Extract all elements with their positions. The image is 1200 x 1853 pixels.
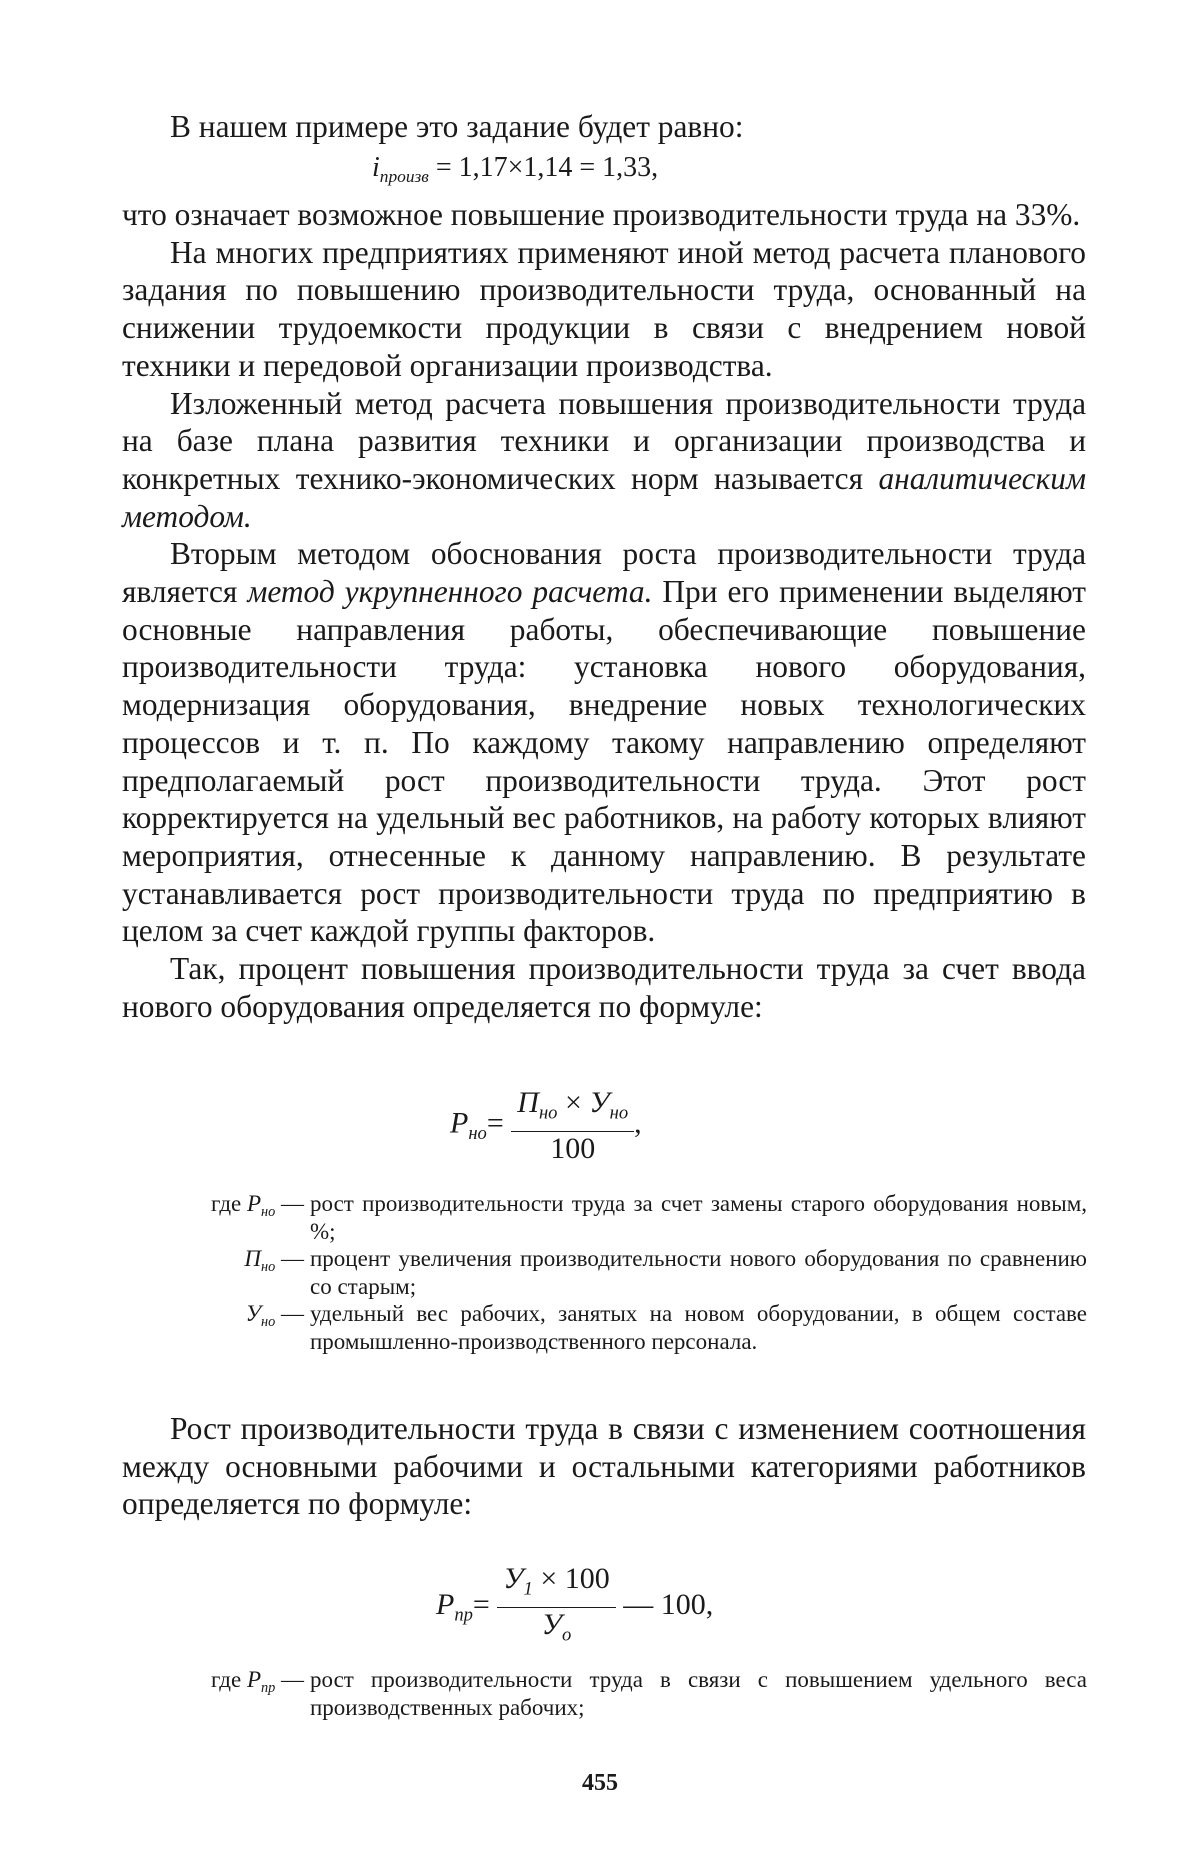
formula3-den-sym: У (541, 1607, 562, 1641)
formula-lhs-subscript: произв (379, 167, 429, 187)
paragraph-body (122, 196, 1086, 1025)
paragraph-ratio (122, 1410, 1086, 1523)
definition-sub: но (261, 1313, 276, 1330)
page-number: 455 (582, 1770, 618, 1796)
analytical-term: аналитическим методом. (122, 460, 1086, 534)
aggregated-post: При его применении выделяют основные направления работы, обеспечивающие повышение производительности труда: установка нового оборудования, модернизация оборудования, внедрение новых технологических процессов и т. п. По каждому такому направлению определяют предполагаемый рост производительности труда. Этот рост корректируется на удельный вес работников, на работу которых влияют мероприятия, отнесенные к данному направлению. В результате устанавливается рост производительности труда по предприятию в целом за счет каждой группы факторов. (122, 574, 1087, 949)
definition-sym: У (245, 1301, 262, 1326)
definition-symbol (162, 1300, 310, 1355)
paragraph-worker-ratio: Рост производительности труда в связи с изменением соотношения между основными рабочими и остальными категориями работников определяется по формуле: (122, 1411, 1086, 1522)
formula2-denominator: 100 (550, 1131, 596, 1165)
paragraph-aggregated-method (122, 535, 1086, 950)
definition-sym: P (246, 1667, 261, 1692)
formula3-lhs: P (436, 1587, 455, 1621)
definition-dash: — (281, 1301, 304, 1326)
formula3-equals: = (472, 1587, 490, 1621)
definition-item (162, 1300, 1087, 1355)
formula-worker-ratio (436, 1562, 713, 1652)
formula2-fraction (511, 1086, 634, 1166)
paragraph-analytical-method (122, 385, 1086, 536)
formula-lhs: i (372, 152, 380, 183)
formula2-equals: = (486, 1106, 504, 1140)
formula3-num-b: 100 (564, 1562, 610, 1595)
definition-item (162, 1190, 1087, 1245)
definition-prefix: где (210, 1667, 247, 1692)
definitions-worker-ratio (162, 1666, 1087, 1721)
definition-symbol (162, 1245, 310, 1300)
definition-sub: но (261, 1203, 276, 1220)
formula3-num-a: У (503, 1562, 524, 1595)
formula3-lhs-subscript: пр (454, 1604, 473, 1626)
formula-productivity-index (372, 152, 658, 187)
definition-dash: — (281, 1246, 304, 1271)
formula2-lhs-subscript: но (468, 1123, 487, 1145)
intro-text: В нашем примере это задание будет равно: (170, 109, 744, 144)
definitions-new-equipment (162, 1190, 1087, 1355)
formula2-tail: , (634, 1106, 642, 1140)
formula2-numerator (511, 1086, 634, 1132)
definition-text: рост производительности труда за счет замены старого оборудования новым, %; (310, 1191, 1087, 1244)
formula2-times: × (564, 1086, 582, 1119)
paragraph-33-percent: что означает возможное повышение производительности труда на 33%. (122, 197, 1081, 232)
definition-dash: — (281, 1191, 304, 1216)
definition-text: процент увеличения производительности нового оборудования по сравнению со старым; (310, 1246, 1087, 1299)
definition-sub: пр (261, 1679, 276, 1696)
formula2-num-a-sub: но (538, 1102, 558, 1124)
definition-text: удельный вес рабочих, занятых на новом оборудовании, в общем составе промышленно-производственного персонала. (310, 1301, 1087, 1354)
definition-sym: P (246, 1191, 262, 1216)
aggregated-pre: Вторым методом обоснования роста производительности труда является (122, 536, 1086, 610)
formula-new-equipment (450, 1086, 642, 1166)
definition-symbol (162, 1190, 310, 1245)
paragraph-intro (122, 108, 1086, 146)
formula2-num-b: У (589, 1086, 610, 1119)
formula2-num-b-sub: но (609, 1102, 629, 1124)
formula2-lhs: P (450, 1106, 469, 1140)
formula3-times: × (540, 1562, 558, 1595)
definition-symbol (162, 1666, 310, 1721)
definition-prefix: где (211, 1191, 247, 1216)
paragraph-new-equipment: Так, процент повышения производительности труда за счет ввода нового оборудования определяется по формуле: (122, 951, 1086, 1024)
formula3-numerator (497, 1562, 615, 1608)
formula2-num-a: П (517, 1086, 539, 1119)
definition-item (162, 1245, 1087, 1300)
definition-item (162, 1666, 1087, 1721)
definition-sub: но (261, 1258, 276, 1275)
definition-sym: П (244, 1246, 262, 1271)
formula3-tail: — 100, (623, 1587, 714, 1621)
formula3-denominator (497, 1608, 615, 1653)
analytical-text: Изложенный метод расчета повышения производительности труда на базе плана развития техники и организации производства и конкретных технико-экономических норм называется (122, 385, 1086, 496)
formula3-num-a-sub: 1 (523, 1578, 533, 1600)
definition-text: рост производительности труда в связи с повышением удельного веса производственных рабочих; (310, 1667, 1087, 1720)
formula-rhs: = 1,17×1,14 = 1,33, (435, 152, 659, 183)
formula3-den-sub: о (561, 1624, 572, 1645)
aggregated-term: метод укрупненного расчета. (247, 574, 653, 610)
formula3-fraction (497, 1562, 615, 1652)
definition-dash: — (281, 1667, 304, 1692)
paragraph-labor-intensity: На многих предприятиях применяют иной метод расчета планового задания по повышению производительности труда, основанный на снижении трудоемкости продукции в связи с внедрением новой техники и передовой организации производства. (122, 234, 1086, 383)
